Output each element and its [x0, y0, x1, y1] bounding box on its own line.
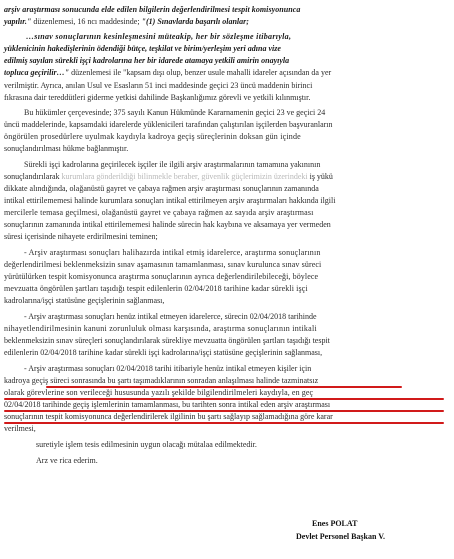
red-underline: [46, 386, 402, 388]
body-line: - Arşiv araştırması sonuçları halihazırda intikal etmiş idarelerce, araştırma sonuçlarının: [24, 248, 321, 257]
body-line: verilmesi,: [4, 424, 36, 433]
body-line: mercilerle temasa geçilmesi, olağanüstü gayret ve çabaya rağmen az sayıda arşiv araştırması: [4, 208, 314, 217]
body-line: yüklenicinin hakedişlerinin ödendiği bütçe, teşkilat ve birim/yerleşim yeri adına vize: [4, 44, 281, 53]
line-fragment: topluca geçirilir…": [4, 68, 70, 77]
body-line: öngörülen prosedürlere uyulmak kaydıyla kadroya geçiş süreçlerinin doksan gün içinde: [4, 132, 301, 141]
body-line: Sürekli işçi kadrolarına geçirilecek işçiler ile ilgili arşiv araştırmalarının tamamına yakınının: [24, 160, 321, 169]
body-line: verilmiştir. Ayrıca, anılan Usul ve Esasların 51 inci maddesinde geçici 23 üncü maddenin birinci: [4, 81, 313, 90]
body-line: sonuçlandırılması hükme bağlanmıştır.: [4, 144, 129, 153]
body-line: arşiv araştırması sonucunda elde edilen bilgilerin değerlendirilmesi tespit komisyonunca: [4, 5, 301, 14]
body-line: nihayetlendirilmesinin kanuni zorunluluk olması karşısında, araştırma sonuçlarının intikali: [4, 324, 317, 333]
red-underline: [4, 398, 444, 400]
highlighted-line: sonuçlarının tespit komisyonunca değerlendirilerek ilgilinin bu şartı sağlayıp sağlamadığına göre karar: [4, 412, 333, 421]
closing-line: Arz ve rica ederim.: [36, 456, 98, 465]
body-line: dikkate alındığında, olağanüstü gayret ve çabaya rağmen arşiv araştırması sonuçlarının zamanında: [4, 184, 319, 193]
body-line: yürütülürken tespit komisyonunca araştırma sonuçlarının ayrıca değerlendirilebileceği, böylece: [4, 272, 319, 281]
body-line: sonuçlarının zamanında intikal ettirilememesi halinde sürecin hak kaybına ve aksamaya yer vermeden: [4, 220, 331, 229]
highlighted-line: 02/04/2018 tarihinde geçiş işlemlerinin tamamlanması, bu tarihten sonra intikal eden arşiv araştırması: [4, 400, 331, 409]
line-fragment: "(1) Sınavlarda başarılı olanlar;: [141, 17, 249, 26]
body-line: …sınav sonuçlarının kesinleşmesini müteakip, her bir sözleşme itibarıyla,: [26, 32, 292, 41]
body-line: suretiyle işlem tesis edilmesinin uygun olacağı mütalaa edilmektedir.: [36, 440, 257, 449]
watermark-overlay: kurumlara gönderildiği bilinmekle beraber, güvenlik güçlerimizin üzerindeki: [61, 172, 308, 181]
body-line: edilmiş sayılan sürekli işçi kadrolarına her bir idarede atamaya yetkili amirin onayıyla: [4, 56, 290, 65]
signature-name: Enes POLAT: [312, 519, 358, 528]
body-line: fıkrasına dair tereddütleri giderme yetkisi dahilinde Başkanlığımız görevli ve yetkili kılınmıştır.: [4, 93, 311, 102]
body-line: kadrolarına/işçi statüsüne geçişlerinin sağlanması,: [4, 296, 165, 305]
body-line: edilenlerin 02/04/2018 tarihine kadar sürekli işçi kadrolarına/işçi statüsüne geçişlerinin sağlanması,: [4, 348, 323, 357]
body-line: - Arşiv araştırması sonuçları 02/04/2018 tarihi itibariyle henüz intikal etmeyen kişiler için: [24, 364, 312, 373]
body-line: topluca geçirilir…" düzenlemesi ile "kapsam dışı olup, benzer usule mahalli idareler açısından da yer: [4, 68, 332, 77]
highlighted-line: olarak görevlerine son verileceği hususunda yazılı şekilde bilgilendirilmeleri kaydıyla, en geç: [4, 388, 314, 397]
signature-title: Devlet Personel Başkan V.: [296, 532, 386, 541]
line-fragment: yapılır.": [4, 17, 32, 26]
highlighted-line: kadroya geçiş süreci sonrasında bu şartı taşımadıklarının sonradan anlaşılması halinde tazminatsız: [4, 376, 319, 385]
body-line: Bu hükümler çerçevesinde; 375 sayılı Kanun Hükmünde Kararnamenin geçici 23 ve geçici 24: [24, 108, 326, 117]
body-line: beklenmeksizin sınav süreçleri sonuçlandırılarak sürekliye mevzuatta öngörülen şartları taşıdığı tespit: [4, 336, 330, 345]
body-line: - Arşiv araştırması sonuçları henüz intikal etmeyen idarelerce, sürecin 02/04/2018 tarihinde: [24, 312, 317, 321]
body-line: mevzuatta öngörülen şartları taşıdığı tespit edilenlerin 02/04/2018 tarihine kadar sürekli işçi: [4, 284, 308, 293]
body-line: intikal ettirilememesi halinde kurumlara sonuçları intikal ettirilmeyen arşiv araştırmaları hakkında ilgili: [4, 196, 336, 205]
red-underline: [4, 422, 444, 424]
body-line: süresi içerisinde nihayete erdirilmesini teminen;: [4, 232, 158, 241]
red-underline: [4, 410, 444, 412]
body-line: sonuçlandırılarak kurumlara gönderildiği bilinmekle beraber, güvenlik güçlerimizin üzerindeki iş yükü: [4, 172, 333, 181]
body-line: yapılır." düzenlemesi, 16 ncı maddesinde; "(1) Sınavlarda başarılı olanlar;: [4, 17, 249, 26]
body-line: değerlendirilmesi beklenmeksizin sınav aşamasının tamamlanması, sınav kurulunca sınav süreci: [4, 260, 322, 269]
body-line: üncü maddelerinde, kapsamdaki idarelerde yüklenicileri tarafından çalıştırılan işçilerden başvuranların: [4, 120, 333, 129]
